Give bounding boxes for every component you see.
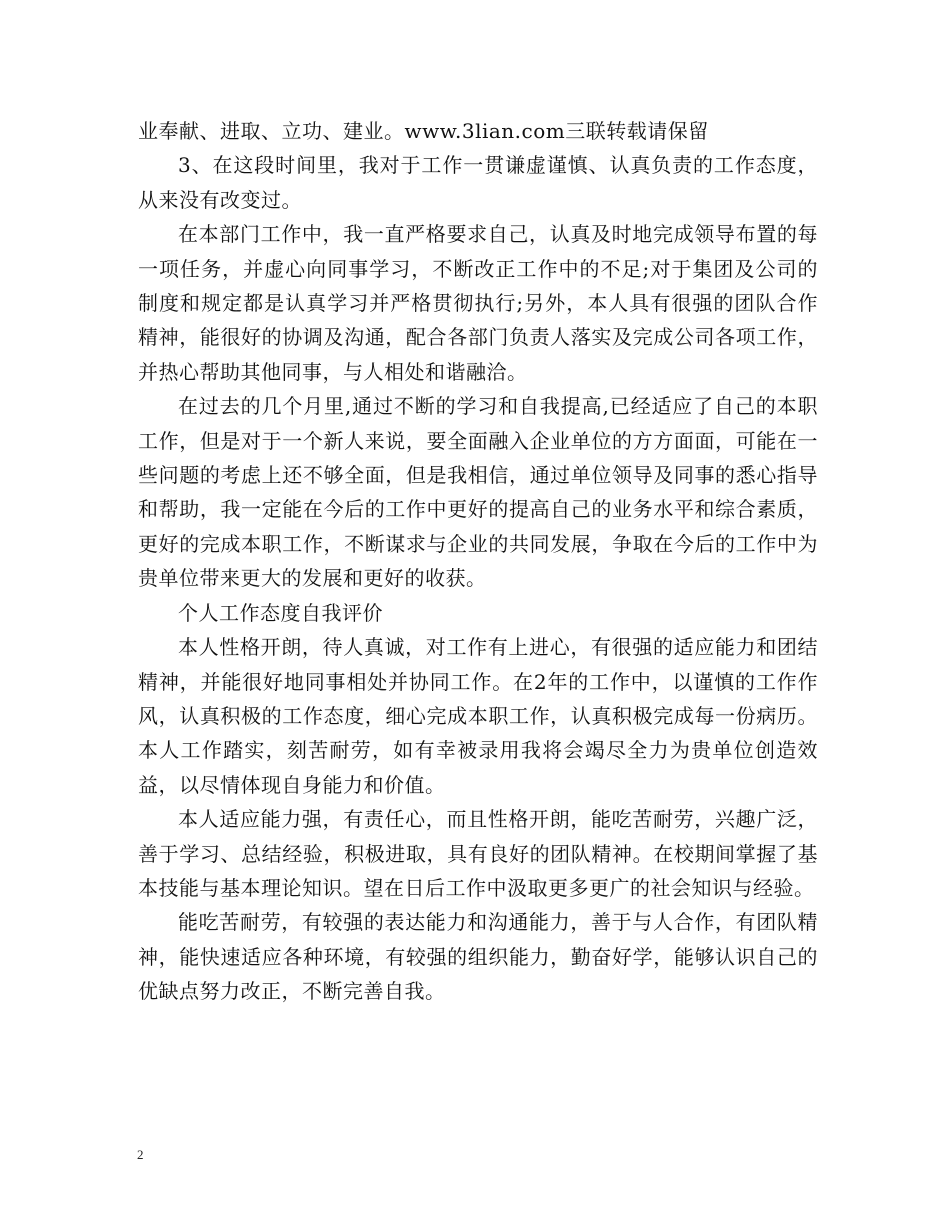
section-heading-self-evaluation: 个人工作态度自我评价 bbox=[178, 600, 383, 625]
paragraph-adaptability: 本人适应能力强，有责任心，而且性格开朗，能吃苦耐劳，兴趣广泛，善于学习、总结经验，积极进取，具有良好的团队精神。在校期间掌握了基本技能与基本理论知识。望在日后工作中汲取更多更广的社会知识与经验。 bbox=[138, 807, 818, 900]
paragraph-department-work: 在本部门工作中，我一直严格要求自己，认真及时地完成领导布置的每一项任务，并虚心向同事学习，不断改正工作中的不足;对于集团及公司的制度和规定都是认真学习并严格贯彻执行;另外，本人具有很强的团队合作精神，能很好的协调及沟通，配合各部门负责人落实及完成公司各项工作，并热心帮助其他同事，与人相处和谐融洽。 bbox=[138, 222, 818, 384]
paragraph-hardworking: 能吃苦耐劳，有较强的表达能力和沟通能力，善于与人合作，有团队精神，能快速适应各种环境，有较强的组织能力，勤奋好学，能够认识自己的优缺点努力改正，不断完善自我。 bbox=[138, 910, 818, 1004]
paragraph-personality: 本人性格开朗，待人真诚，对工作有上进心，有很强的适应能力和团结精神，并能很好地同事相处并协同工作。在2年的工作中，以谨慎的工作作风，认真积极的工作态度，细心完成本职工作，认真积极完成每一份病历。本人工作踏实，刻苦耐劳，如有幸被录用我将会竭尽全力为贵单位创造效益，以尽情体现自身能力和价值。 bbox=[138, 635, 818, 797]
paragraph-point-3: 3、在这段时间里，我对于工作一贯谦虚谨慎、认真负责的工作态度，从来没有改变过。 bbox=[138, 153, 818, 212]
document-body bbox=[138, 114, 818, 1009]
paragraph-past-months: 在过去的几个月里,通过不断的学习和自我提高,已经适应了自己的本职工作，但是对于一个新人来说，要全面融入企业单位的方方面面，可能在一些问题的考虑上还不够全面，但是我相信，通过单位领导及同事的悉心指导和帮助，我一定能在今后的工作中更好的提高自己的业务水平和综合素质，更好的完成本职工作，不断谋求与企业的共同发展，争取在今后的工作中为贵单位带来更大的发展和更好的收获。 bbox=[138, 394, 818, 591]
paragraph-continuation: 业奉献、进取、立功、建业。www.3lian.com三联转载请保留 bbox=[138, 119, 709, 143]
page-number: 2 bbox=[137, 1147, 144, 1162]
